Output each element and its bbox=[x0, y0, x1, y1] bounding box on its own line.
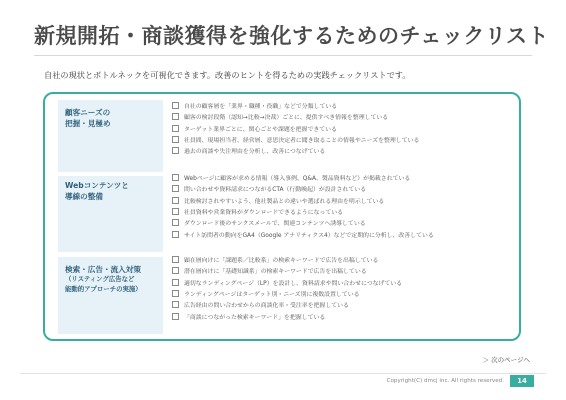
checklist-item bbox=[172, 228, 518, 239]
page-subtitle: 自社の現状とボトルネックを可視化できます。改善のヒントを得るための実践チェックリストです。 bbox=[44, 70, 411, 80]
checkbox-icon bbox=[172, 231, 179, 238]
checklist-item bbox=[172, 111, 518, 122]
checklist-item bbox=[172, 217, 518, 228]
section-label-line: 顧客ニーズの bbox=[65, 108, 111, 117]
checklist-item bbox=[172, 172, 518, 183]
checklist-item-text: 問い合わせや資料請求につながるCTA（行動喚起）が設計されている bbox=[184, 187, 366, 194]
section-label-text bbox=[65, 264, 159, 294]
checklist-item-text: ターゲット業界ごとに、関心ごとや課題を把握できている bbox=[184, 126, 337, 133]
checklist-item-text: 比較検討されやすいよう、他社製品との違いや選ばれる理由を明示している bbox=[184, 198, 385, 205]
page-title: 新規開拓・商談獲得を強化するためのチェックリスト bbox=[34, 24, 549, 48]
checklist-customer-needs bbox=[172, 100, 518, 156]
page-number-badge: 14 bbox=[510, 375, 534, 387]
checklist-item-text: サイト訪問者の動向をGA4（Google アナリティクス4）などで定期的に分析し、改善している bbox=[184, 232, 434, 239]
checklist-item-text: ダウンロード後のサンクスメールで、関連コンテンツへ誘導している bbox=[184, 221, 366, 228]
checklist-item bbox=[172, 123, 518, 134]
section-label-line: Webコンテンツと bbox=[65, 181, 129, 190]
checkbox-icon bbox=[172, 256, 179, 263]
checkbox-icon bbox=[172, 279, 179, 286]
checkbox-icon bbox=[172, 185, 179, 192]
title-divider bbox=[34, 55, 532, 56]
checkbox-icon bbox=[172, 147, 179, 154]
checkbox-icon bbox=[172, 208, 179, 215]
checklist-item bbox=[172, 265, 518, 276]
checklist-item-text: Webページに顧客が求める情報（導入事例、Q&A、製品資料など）が掲載されている bbox=[184, 176, 411, 183]
checklist-item bbox=[172, 183, 518, 194]
checkbox-icon bbox=[172, 113, 179, 120]
checkbox-icon bbox=[172, 125, 179, 132]
checkbox-icon bbox=[172, 219, 179, 226]
section-label-search-ads bbox=[58, 257, 163, 334]
checklist-item-text: 顧客の検討段階（認知→比較→決裁）ごとに、提供すべき情報を整理している bbox=[184, 115, 389, 122]
checklist-item-text: 広告経由の問い合わせからの商談化率・受注率を把握している bbox=[184, 303, 349, 310]
checklist-item-text: 潜在層向けに「基礎知識系」の検索キーワードで広告を出稿している bbox=[184, 269, 367, 276]
checklist-item-text: 社員間、現場担当者、経営層、意思決定者に聞き取ることの情報やニーズを整理している bbox=[184, 138, 420, 145]
checklist-item bbox=[172, 310, 518, 321]
section-label-web-content bbox=[58, 176, 163, 252]
checklist-item bbox=[172, 206, 518, 217]
checklist-item-text: 適切なランディングページ（LP）を設計し、資料請求や問い合わせにつなげている bbox=[184, 280, 403, 287]
section-label-note: 能動的アプローチの実施） bbox=[65, 284, 142, 293]
checkbox-icon bbox=[172, 313, 179, 320]
section-label-line: 把握・見極め bbox=[65, 119, 111, 128]
checkbox-icon bbox=[172, 174, 179, 181]
checklist-item-text: 「商談につながった検索キーワード」を把握している bbox=[184, 314, 326, 321]
checkbox-icon bbox=[172, 136, 179, 143]
checklist-item-text: 社員資料や営業資料がダウンロードできるようになっている bbox=[184, 210, 344, 217]
checklist-item bbox=[172, 277, 518, 288]
footer-divider bbox=[20, 373, 546, 374]
section-label-note: （リスティング広告など bbox=[65, 275, 135, 283]
section-label-text bbox=[65, 180, 159, 202]
checkbox-icon bbox=[172, 301, 179, 308]
checklist-item-text: 過去の商談や失注理由を分析し、改善につなげている bbox=[184, 149, 326, 156]
checkbox-icon bbox=[172, 267, 179, 274]
checklist-item-text: ランディングページはターゲット別・ニーズ別に複数設置している bbox=[184, 292, 360, 299]
section-label-line: 検索・広告・流入対策 bbox=[65, 265, 141, 274]
checklist-item bbox=[172, 288, 518, 299]
checklist-item bbox=[172, 134, 518, 145]
checkbox-icon bbox=[172, 197, 179, 204]
copyright-text: Copyright(C) dmcj inc. All rights reserved. bbox=[386, 378, 504, 384]
checklist-web-content bbox=[172, 172, 518, 240]
checklist-item bbox=[172, 299, 518, 310]
next-page-link[interactable]: ＞ 次のページへ bbox=[482, 356, 530, 364]
checklist-item-text: 顕在層向けに「課題系／比較系」の検索キーワードで広告を出稿している bbox=[184, 258, 379, 265]
checkbox-icon bbox=[172, 102, 179, 109]
checklist-search-ads bbox=[172, 254, 518, 322]
checklist-item-text: 自社の顧客層を「業界・職種・役職」などで分類している bbox=[184, 104, 338, 111]
section-label-line: 導線の整備 bbox=[65, 192, 103, 201]
checklist-item bbox=[172, 145, 518, 156]
section-label-customer-needs bbox=[58, 100, 163, 172]
checklist-item bbox=[172, 254, 518, 265]
checklist-item bbox=[172, 100, 518, 111]
section-label-text bbox=[65, 107, 159, 129]
checkbox-icon bbox=[172, 290, 179, 297]
checklist-item bbox=[172, 195, 518, 206]
